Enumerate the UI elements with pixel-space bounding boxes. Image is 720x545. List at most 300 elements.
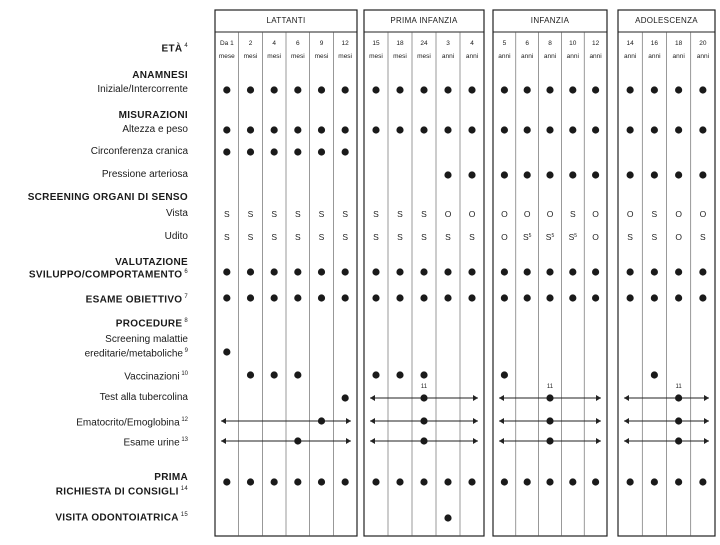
age-column-header bbox=[515, 40, 539, 61]
dot-mark bbox=[420, 437, 427, 444]
arrow-head-right bbox=[704, 418, 709, 424]
cell-letter: S bbox=[651, 232, 658, 242]
age-column-header bbox=[310, 40, 334, 61]
arrow-head-left bbox=[221, 418, 226, 424]
footnote-ref: 7 bbox=[182, 294, 188, 300]
row-label-eta: ETÀ $^4$ bbox=[161, 43, 188, 55]
dot-mark bbox=[699, 171, 706, 178]
dot-mark bbox=[501, 268, 508, 275]
row-label-valutazione: VALUTAZIONE bbox=[115, 257, 188, 268]
dot-mark bbox=[372, 126, 379, 133]
dot-mark bbox=[444, 126, 451, 133]
dot-mark bbox=[294, 371, 301, 378]
dot-mark bbox=[675, 437, 682, 444]
row-label-tubercolina: Test alla tubercolina bbox=[99, 392, 188, 403]
dot-mark bbox=[501, 478, 508, 485]
cell-letter: O bbox=[699, 209, 707, 219]
age-number: 10 bbox=[569, 40, 577, 47]
age-unit: mesi bbox=[243, 53, 258, 60]
dot-mark bbox=[546, 478, 553, 485]
footnote-ref: 12 bbox=[179, 417, 188, 423]
dot-mark bbox=[396, 294, 403, 301]
dot-mark bbox=[501, 294, 508, 301]
dot-mark bbox=[444, 171, 451, 178]
dot-mark bbox=[627, 126, 634, 133]
row-label-odontoiatrica: VISITA ODONTOIATRICA $^{15}$ bbox=[55, 512, 188, 524]
cell-letter: $S^5$ bbox=[545, 232, 555, 242]
cell-letter: S bbox=[397, 232, 403, 242]
dot-mark bbox=[247, 268, 254, 275]
dot-mark bbox=[569, 478, 576, 485]
age-unit: mesi bbox=[314, 53, 329, 60]
dot-mark bbox=[592, 171, 599, 178]
age-column-header bbox=[538, 40, 562, 61]
dot-mark bbox=[592, 268, 599, 275]
dot-mark bbox=[247, 126, 254, 133]
dot-mark bbox=[318, 478, 325, 485]
dot-mark bbox=[546, 268, 553, 275]
cell-letter: S bbox=[223, 232, 230, 242]
arrow-head-left bbox=[370, 418, 375, 424]
cell-letter: $S^5$ bbox=[568, 232, 578, 242]
arrow-head-right bbox=[704, 395, 709, 401]
age-number: 8 bbox=[548, 40, 552, 47]
dot-mark bbox=[342, 86, 349, 93]
cell-letter: S bbox=[445, 232, 451, 242]
age-number: 16 bbox=[650, 40, 658, 47]
arrow-head-right bbox=[473, 418, 478, 424]
dot-mark bbox=[271, 148, 278, 155]
footnote-ref: 8 bbox=[182, 318, 188, 324]
dot-mark bbox=[294, 478, 301, 485]
age-column-header bbox=[460, 40, 484, 61]
dot-mark bbox=[546, 394, 553, 401]
row-label-consigli: RICHIESTA DI CONSIGLI $^{14}$ bbox=[55, 486, 188, 498]
age-number: 6 bbox=[525, 40, 529, 47]
age-column-header bbox=[667, 40, 691, 61]
footnote-ref: 14 bbox=[178, 486, 188, 492]
age-number: 12 bbox=[591, 40, 600, 47]
arrow-head-right bbox=[704, 438, 709, 444]
footnote-note: 11 bbox=[546, 384, 554, 390]
dot-mark bbox=[569, 86, 576, 93]
dot-mark bbox=[247, 294, 254, 301]
cell-letter: S bbox=[318, 209, 325, 219]
dot-mark bbox=[592, 478, 599, 485]
age-column-header bbox=[364, 40, 388, 61]
cell-letter: $S^5$ bbox=[522, 232, 532, 242]
dot-mark bbox=[396, 268, 403, 275]
dot-mark bbox=[271, 126, 278, 133]
cell-letter: S bbox=[271, 232, 278, 242]
dot-mark bbox=[569, 268, 576, 275]
footnote-ref: 10 bbox=[179, 371, 188, 377]
age-unit: anni bbox=[589, 53, 602, 60]
cell-letter: O bbox=[523, 209, 531, 219]
age-unit: mesi bbox=[267, 53, 282, 60]
dot-mark bbox=[627, 478, 634, 485]
dot-mark bbox=[468, 126, 475, 133]
dot-mark bbox=[318, 268, 325, 275]
dot-mark bbox=[420, 86, 427, 93]
cell-letter: S bbox=[651, 209, 658, 219]
age-unit: anni bbox=[696, 53, 710, 60]
dot-mark bbox=[318, 148, 325, 155]
dot-mark bbox=[396, 478, 403, 485]
age-column-header bbox=[286, 40, 310, 61]
dot-mark bbox=[569, 171, 576, 178]
dot-mark bbox=[420, 394, 427, 401]
dot-mark bbox=[627, 294, 634, 301]
dot-mark bbox=[468, 268, 475, 275]
age-number: 18 bbox=[396, 40, 404, 47]
age-unit: mesi bbox=[338, 53, 353, 60]
cell-letter: S bbox=[469, 232, 475, 242]
dot-mark bbox=[569, 126, 576, 133]
cell-letter: S bbox=[247, 209, 254, 219]
dot-mark bbox=[524, 294, 531, 301]
dot-mark bbox=[372, 86, 379, 93]
footnote-ref: 6 bbox=[182, 269, 188, 275]
row-label-vista: Vista bbox=[165, 208, 188, 219]
dot-mark bbox=[592, 294, 599, 301]
dot-mark bbox=[468, 478, 475, 485]
arrow-head-left bbox=[499, 438, 504, 444]
age-column-header bbox=[262, 40, 286, 61]
dot-mark bbox=[372, 294, 379, 301]
dot-mark bbox=[651, 126, 658, 133]
dot-mark bbox=[675, 171, 682, 178]
dot-mark bbox=[546, 126, 553, 133]
dot-mark bbox=[699, 478, 706, 485]
cell-letter: O bbox=[468, 209, 476, 219]
dot-mark bbox=[699, 126, 706, 133]
arrow-head-right bbox=[596, 438, 601, 444]
age-column-header bbox=[239, 40, 263, 61]
age-number: 6 bbox=[296, 40, 300, 47]
dot-mark bbox=[651, 86, 658, 93]
row-label-screening-hdr: SCREENING ORGANI DI SENSO bbox=[27, 192, 188, 203]
arrow-head-left bbox=[624, 418, 629, 424]
dot-mark bbox=[223, 268, 230, 275]
footnote-note: 11 bbox=[420, 384, 428, 390]
cell-letter: O bbox=[675, 209, 682, 219]
footnote-note: 11 bbox=[675, 384, 682, 390]
arrow-head-right bbox=[473, 438, 478, 444]
dot-mark bbox=[396, 86, 403, 93]
age-unit: anni bbox=[623, 53, 637, 60]
cell-letter: S bbox=[397, 209, 403, 219]
arrow-head-left bbox=[499, 418, 504, 424]
age-column-header bbox=[691, 40, 715, 61]
dot-mark bbox=[342, 478, 349, 485]
age-number: Da 1 bbox=[219, 40, 234, 47]
age-column-header bbox=[492, 40, 516, 61]
dot-mark bbox=[651, 371, 658, 378]
arrow-head-right bbox=[596, 395, 601, 401]
dot-mark bbox=[223, 348, 230, 355]
dot-mark bbox=[271, 478, 278, 485]
age-number: 18 bbox=[675, 40, 683, 47]
cell-letter: S bbox=[569, 209, 576, 219]
dot-mark bbox=[342, 394, 349, 401]
age-number: 4 bbox=[470, 40, 474, 47]
age-column-header bbox=[584, 40, 608, 61]
footnote-ref: 15 bbox=[178, 512, 188, 518]
footnote-ref: 4 bbox=[182, 43, 188, 49]
dot-mark bbox=[294, 86, 301, 93]
dot-mark bbox=[247, 371, 254, 378]
footnote-ref: 9 bbox=[182, 348, 188, 354]
row-label-ematocrito: Ematocrito/Emoglobina $^{12}$ bbox=[76, 417, 188, 429]
arrow-head-left bbox=[499, 395, 504, 401]
dot-mark bbox=[699, 268, 706, 275]
age-column-header bbox=[333, 40, 357, 61]
dot-mark bbox=[546, 171, 553, 178]
age-column-header bbox=[642, 40, 666, 61]
dot-mark bbox=[627, 268, 634, 275]
dot-mark bbox=[675, 294, 682, 301]
dot-mark bbox=[501, 126, 508, 133]
dot-mark bbox=[627, 171, 634, 178]
dot-mark bbox=[318, 126, 325, 133]
dot-mark bbox=[444, 294, 451, 301]
age-unit: anni bbox=[566, 53, 579, 60]
dot-mark bbox=[294, 126, 301, 133]
dot-mark bbox=[524, 171, 531, 178]
age-number: 12 bbox=[341, 40, 349, 47]
cell-letter: S bbox=[342, 232, 349, 242]
row-label-screening-malattie: Screening malattie bbox=[105, 334, 188, 345]
dot-mark bbox=[546, 86, 553, 93]
cell-letter: O bbox=[501, 232, 508, 242]
dot-mark bbox=[675, 268, 682, 275]
age-number: 5 bbox=[502, 40, 507, 47]
group-header: ADOLESCENZA bbox=[635, 16, 698, 25]
arrow-head-left bbox=[624, 438, 629, 444]
arrow-head-left bbox=[221, 438, 226, 444]
dot-mark bbox=[524, 86, 531, 93]
dot-mark bbox=[223, 86, 230, 93]
age-unit: anni bbox=[672, 53, 685, 60]
age-unit: anni bbox=[465, 53, 479, 60]
cell-letter: S bbox=[627, 232, 633, 242]
age-column-header bbox=[412, 40, 436, 61]
age-unit: mesi bbox=[393, 53, 407, 60]
age-number: 9 bbox=[319, 40, 324, 47]
dot-mark bbox=[546, 437, 553, 444]
dot-mark bbox=[651, 171, 658, 178]
cell-letter: S bbox=[700, 232, 706, 242]
dot-mark bbox=[675, 417, 682, 424]
dot-mark bbox=[651, 294, 658, 301]
age-number: 15 bbox=[372, 40, 380, 47]
dot-mark bbox=[342, 126, 349, 133]
cell-letter: O bbox=[675, 232, 682, 242]
dot-mark bbox=[468, 294, 475, 301]
arrow-head-right bbox=[346, 438, 351, 444]
arrow-head-right bbox=[473, 395, 478, 401]
dot-mark bbox=[223, 126, 230, 133]
dot-mark bbox=[271, 86, 278, 93]
arrow-head-left bbox=[370, 438, 375, 444]
age-column-header bbox=[215, 40, 239, 61]
dot-mark bbox=[569, 294, 576, 301]
dot-mark bbox=[342, 148, 349, 155]
row-label-udito: Udito bbox=[164, 231, 188, 242]
row-label-urine: Esame urine $^{13}$ bbox=[123, 437, 188, 449]
age-number: 24 bbox=[420, 40, 428, 47]
cell-letter: O bbox=[626, 209, 634, 219]
dot-mark bbox=[271, 371, 278, 378]
cell-letter: S bbox=[294, 209, 301, 219]
age-column-header bbox=[436, 40, 460, 61]
cell-letter: O bbox=[546, 209, 554, 219]
age-column-header bbox=[618, 40, 642, 61]
cell-letter: S bbox=[421, 209, 427, 219]
row-label-misurazioni: Altezza e peso bbox=[122, 124, 188, 135]
dot-mark bbox=[318, 86, 325, 93]
age-number: 4 bbox=[272, 40, 276, 47]
group-header: PRIMA INFANZIA bbox=[390, 16, 458, 25]
dot-mark bbox=[468, 171, 475, 178]
dot-mark bbox=[675, 126, 682, 133]
dot-mark bbox=[675, 86, 682, 93]
dot-mark bbox=[444, 86, 451, 93]
dot-mark bbox=[372, 478, 379, 485]
age-number: 20 bbox=[699, 40, 707, 47]
dot-mark bbox=[501, 86, 508, 93]
row-label-valutazione: SVILUPPO/COMPORTAMENTO $^6$ bbox=[28, 269, 188, 281]
dot-mark bbox=[223, 478, 230, 485]
dot-mark bbox=[294, 148, 301, 155]
dot-mark bbox=[546, 294, 553, 301]
dot-mark bbox=[271, 294, 278, 301]
dot-mark bbox=[444, 478, 451, 485]
cell-letter: O bbox=[592, 209, 599, 219]
dot-mark bbox=[675, 478, 682, 485]
age-number: 14 bbox=[626, 40, 634, 47]
dot-mark bbox=[420, 268, 427, 275]
dot-mark bbox=[420, 417, 427, 424]
group-header: LATTANTI bbox=[266, 16, 306, 25]
cell-letter: O bbox=[444, 209, 452, 219]
row-label-procedure: PROCEDURE $^8$ bbox=[115, 318, 188, 330]
age-unit: anni bbox=[543, 53, 557, 60]
footnote-ref: 13 bbox=[179, 437, 188, 443]
dot-mark bbox=[675, 394, 682, 401]
row-label-vaccinazioni: Vaccinazioni $^{10}$ bbox=[124, 371, 188, 383]
age-column-header bbox=[561, 40, 585, 61]
row-label-esame: ESAME OBIETTIVO $^7$ bbox=[85, 294, 188, 306]
cell-letter: S bbox=[318, 232, 325, 242]
age-unit: anni bbox=[498, 53, 511, 60]
cell-letter: S bbox=[373, 209, 379, 219]
dot-mark bbox=[342, 268, 349, 275]
cell-letter: S bbox=[247, 232, 254, 242]
dot-mark bbox=[372, 268, 379, 275]
dot-mark bbox=[420, 371, 427, 378]
age-column-header bbox=[388, 40, 412, 61]
dot-mark bbox=[318, 417, 325, 424]
dot-mark bbox=[247, 86, 254, 93]
dot-mark bbox=[627, 86, 634, 93]
cell-letter: S bbox=[373, 232, 379, 242]
dot-mark bbox=[294, 294, 301, 301]
cell-letter: S bbox=[223, 209, 230, 219]
row-label-anamnesi: Iniziale/Intercorrente bbox=[97, 84, 188, 95]
dot-mark bbox=[420, 294, 427, 301]
row-label-anamnesi: ANAMNESI bbox=[132, 70, 188, 81]
group-header: INFANZIA bbox=[530, 16, 570, 25]
row-label-consigli: PRIMA bbox=[154, 472, 188, 483]
arrow-head-right bbox=[346, 418, 351, 424]
cell-letter: S bbox=[421, 232, 427, 242]
row-label-misurazioni: MISURAZIONI bbox=[118, 110, 188, 121]
dot-mark bbox=[592, 126, 599, 133]
dot-mark bbox=[420, 126, 427, 133]
age-unit: mese bbox=[218, 53, 235, 60]
dot-mark bbox=[501, 371, 508, 378]
arrow-head-left bbox=[370, 395, 375, 401]
dot-mark bbox=[396, 126, 403, 133]
age-unit: anni bbox=[521, 53, 534, 60]
row-label-screening-malattie: ereditarie/metaboliche $^9$ bbox=[84, 348, 188, 360]
dot-mark bbox=[372, 371, 379, 378]
arrow-head-left bbox=[624, 395, 629, 401]
cell-letter: S bbox=[294, 232, 301, 242]
dot-mark bbox=[318, 294, 325, 301]
dot-mark bbox=[396, 371, 403, 378]
dot-mark bbox=[524, 478, 531, 485]
dot-mark bbox=[271, 268, 278, 275]
dot-mark bbox=[651, 268, 658, 275]
dot-mark bbox=[699, 294, 706, 301]
dot-mark bbox=[247, 148, 254, 155]
row-label-pressione: Pressione arteriosa bbox=[101, 169, 188, 180]
cell-letter: O bbox=[501, 209, 508, 219]
dot-mark bbox=[420, 478, 427, 485]
row-label-circonferenza: Circonferenza cranica bbox=[90, 146, 188, 157]
age-unit: mesi bbox=[369, 53, 383, 60]
age-unit: anni bbox=[441, 53, 455, 60]
dot-mark bbox=[546, 417, 553, 424]
dot-mark bbox=[444, 514, 451, 521]
age-number: 3 bbox=[446, 40, 450, 47]
dot-mark bbox=[294, 437, 301, 444]
dot-mark bbox=[699, 86, 706, 93]
dot-mark bbox=[651, 478, 658, 485]
dot-mark bbox=[468, 86, 475, 93]
dot-mark bbox=[294, 268, 301, 275]
cell-letter: S bbox=[342, 209, 349, 219]
dot-mark bbox=[524, 126, 531, 133]
dot-mark bbox=[342, 294, 349, 301]
arrow-head-right bbox=[596, 418, 601, 424]
dot-mark bbox=[444, 268, 451, 275]
dot-mark bbox=[223, 294, 230, 301]
dot-mark bbox=[524, 268, 531, 275]
age-unit: anni bbox=[648, 53, 661, 60]
dot-mark bbox=[501, 171, 508, 178]
dot-mark bbox=[247, 478, 254, 485]
age-unit: mesi bbox=[290, 53, 305, 60]
age-number: 2 bbox=[248, 40, 253, 47]
age-unit: mesi bbox=[417, 53, 431, 60]
cell-letter: S bbox=[271, 209, 278, 219]
dot-mark bbox=[223, 148, 230, 155]
cell-letter: O bbox=[592, 232, 599, 242]
